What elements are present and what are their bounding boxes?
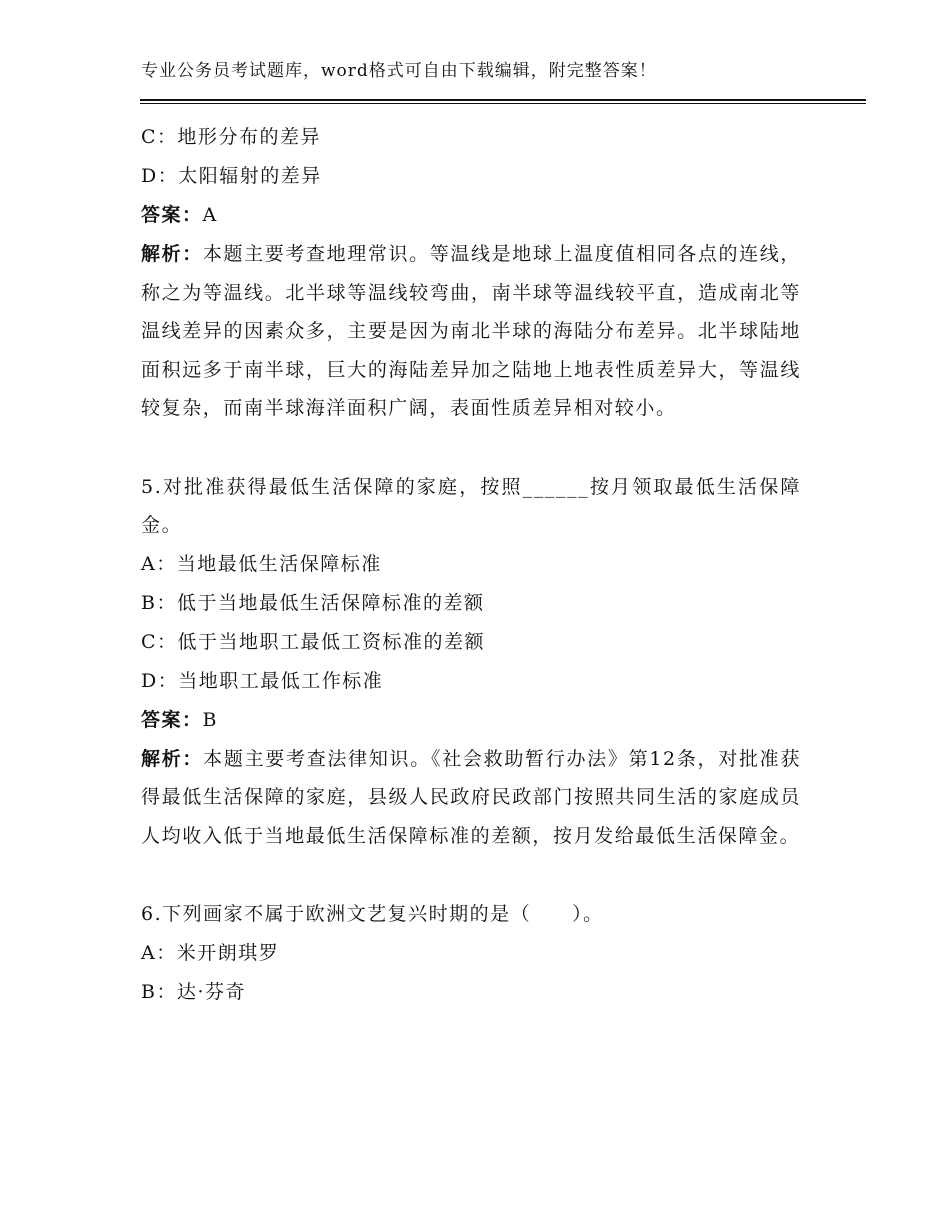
answer-label: 答案：: [141, 204, 203, 226]
answer-value: A: [202, 204, 218, 226]
header-rule-thick: [140, 99, 866, 101]
analysis-text: 本题主要考查法律知识。《社会救助暂行办法》第12条，对批准获得最低生活保障的家庭，县级人民政府民政部门按照共同生活的家庭成员人均收入低于当地最低生活保障标准的差额，按月发给最低生活保障金。: [141, 747, 801, 847]
analysis-label: 解析：: [141, 747, 204, 770]
q5-option-b: B：低于当地最低生活保障标准的差额: [141, 591, 485, 614]
q4-analysis: [141, 235, 801, 428]
q5-option-c: C：低于当地职工最低工资标准的差额: [141, 630, 486, 653]
question-6-block: [141, 895, 801, 1012]
q5-answer: [141, 701, 801, 740]
q5-option-d: D：当地职工最低工作标准: [141, 669, 384, 692]
q6-option-a: A：米开朗琪罗: [141, 942, 280, 964]
q4-answer: [141, 196, 801, 235]
answer-label: 答案：: [141, 708, 203, 731]
document-body: [141, 118, 801, 1012]
header-rule-thin: [140, 103, 866, 104]
q5-analysis: [141, 740, 801, 856]
answer-value: B: [202, 708, 218, 731]
q5-option-a: A：当地最低生活保障标准: [141, 552, 382, 575]
question-4-block: [141, 118, 801, 428]
q4-option-c: C：地形分布的差异: [141, 126, 322, 148]
q6-option-b: B：达·芬奇: [141, 981, 247, 1003]
question-5-block: [141, 468, 801, 856]
analysis-text: 本题主要考查地理常识。等温线是地球上温度值相同各点的连线，称之为等温线。北半球等温线较弯曲，南半球等温线较平直，造成南北等温线差异的因素众多，主要是因为南北半球的海陆分布差异。北半球陆地面积远多于南半球，巨大的海陆差异加之陆地上地表性质差异大，等温线较复杂，而南半球海洋面积广阔，表面性质差异相对较小。: [141, 243, 801, 419]
q6-stem: 6.下列画家不属于欧洲文艺复兴时期的是（ ）。: [141, 903, 604, 925]
analysis-label: 解析：: [141, 243, 203, 265]
q4-option-d: D：太阳辐射的差异: [141, 165, 322, 187]
page-header: 专业公务员考试题库，word格式可自由下载编辑，附完整答案！: [141, 61, 657, 81]
q5-stem: 5.对批准获得最低生活保障的家庭，按照______按月领取最低生活保障金。: [141, 475, 801, 536]
